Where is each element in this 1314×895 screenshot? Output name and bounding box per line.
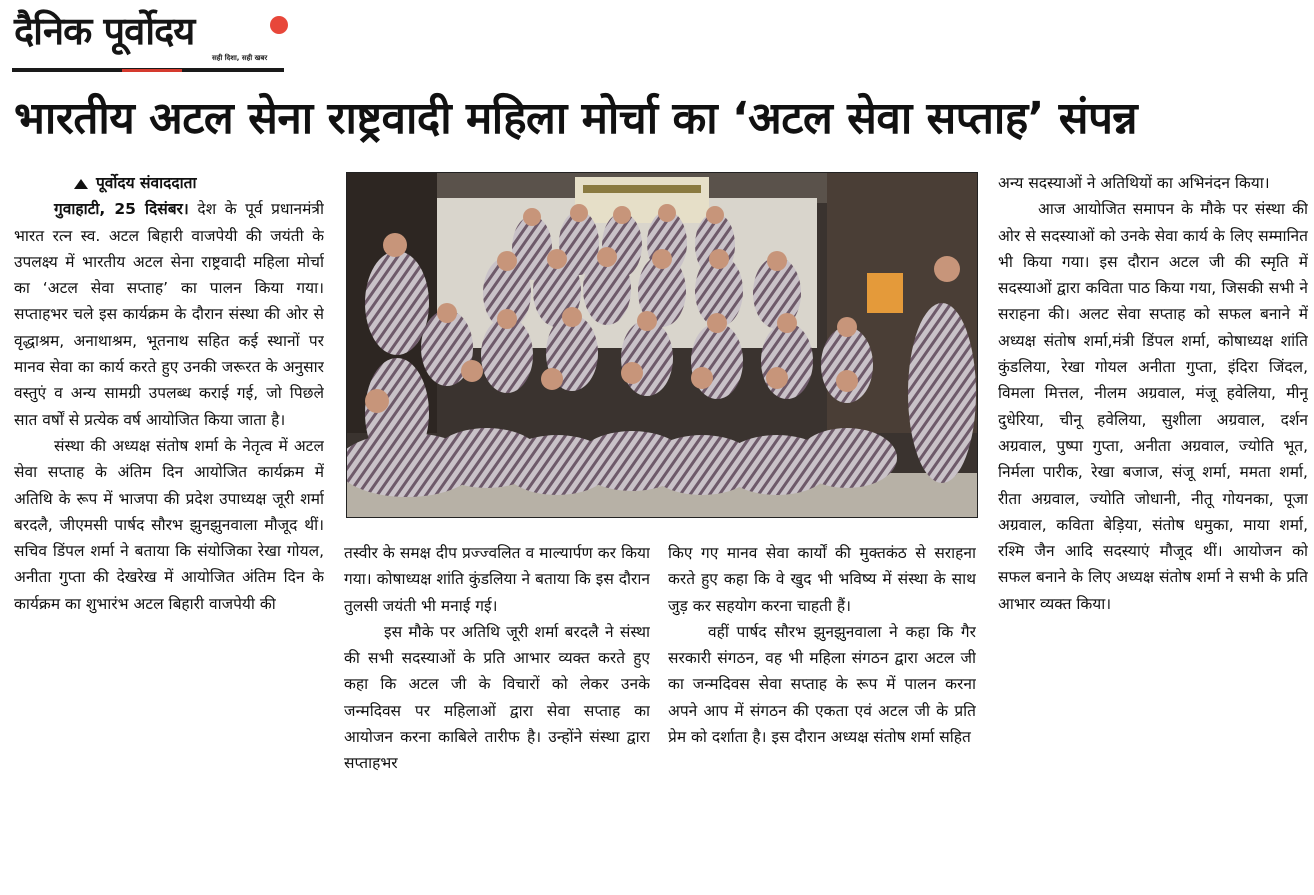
logo-dot-icon: [270, 16, 288, 34]
article-paragraph: संस्था की अध्यक्ष संतोष शर्मा के नेतृत्व में अटल सेवा सप्ताह के अंतिम दिन आयोजित कार्यक्रम में अतिथि के रूप में भाजपा की प्रदेश उपाध्यक्ष जूरी शर्मा बरदलै, जीएमसी पार्षद सौरभ झुनझुनवाला मौजूद थीं। सचिव डिंपल शर्मा ने बताया कि संयोजिका रेखा गोयल, अनीता गुप्ता की देखरेख में आयोजित अंतिम दिन के कार्यक्रम का शुभारंभ अटल बिहारी वाजपेयी की: [14, 436, 324, 613]
masthead: [12, 6, 284, 72]
triangle-icon: [74, 179, 88, 189]
article-paragraph: वहीं पार्षद सौरभ झुनझुनवाला ने कहा कि गैर सरकारी संगठन, वह भी महिला संगठन द्वारा अटल जी का जन्मदिवस सेवा सप्ताह के रूप में पालन करना अपने आप में संगठन की एकता एवं अटल जी के प्रति प्रेम को दर्शाता है। इस दौरान अध्यक्ष संतोष शर्मा सहित: [668, 622, 976, 747]
article-column-4: [998, 170, 1308, 880]
tagline: सही दिशा, सही खबर: [212, 54, 268, 62]
dateline: गुवाहाटी, 25 दिसंबर।: [54, 200, 189, 219]
article-paragraph: अन्य सदस्याओं ने अतिथियों का अभिनंदन किया।: [998, 174, 1270, 192]
article-paragraph: आज आयोजित समापन के मौके पर संस्था की ओर से सदस्याओं को उनके सेवा कार्य के लिए सम्मानित भी किया गया। इस दौरान अटल जी की स्मृति में सदस्याओं द्वारा कविता पाठ किया गया, जिसकी सभी ने सराहना की। अलट सेवा सप्ताह को सफल बनाने में अध्यक्ष संतोष शर्मा,मंत्री डिंपल शर्मा, कोषाध्यक्ष शांति कुंडलिया, रेखा गोयल अनीता गुप्ता, इंदिरा जिंदल, विमला मित्तल, नीलम अग्रवाल, मंजू हवेलिया, मीनू दुधेरिया, चीनू हवेलिया, सुशीला अग्रवाल, दर्शन अग्रवाल, पुष्पा गुप्ता, अनीता अग्रवाल, ज्योति भूत, निर्मला पारीक, रेखा बजाज, संजू शर्मा, ममता शर्मा, रीता अग्रवाल, ज्योति जोधानी, नीतू गोयनका, पूजा अग्रवाल, कविता बेड़िया, संतोष धमुका, माया शर्मा, रश्मि जैन आदि सदस्याएं मौजूद थीं। आयोजन को सफल बनाने के लिए अध्यक्ष संतोष शर्मा ने सभी के प्रति आभार व्यक्त किया।: [998, 200, 1308, 613]
article-column-1: [14, 170, 324, 880]
article-column-3: [668, 540, 976, 880]
article-paragraph: इस मौके पर अतिथि जूरी शर्मा बरदलै ने संस्था की सभी सदस्याओं के प्रति आभार व्यक्त करते हुए कहा कि अटल जी के विचारों को लेकर उनके जन्मदिवस पर महिलाओं द्वारा सेवा सप्ताह का आयोजन करना काबिले तारीफ है। उन्होंने संस्था द्वारा सप्ताहभर: [344, 622, 650, 773]
newspaper-logo: दैनिक पूर्वोदय: [14, 9, 195, 53]
paragraph-text: देश के पूर्व प्रधानमंत्री भारत रत्न स्व. अटल बिहारी वाजपेयी की जयंती के उपलक्ष्य में भारतीय अटल सेना राष्ट्रवादी महिला मोर्चा का ‘अटल सेवा सप्ताह’ का पालन किया गया। सप्ताहभर चले इस कार्यक्रम के दौरान संस्था की ओर से वृद्धाश्रम, अनाथाश्रम, भूतनाथ सहित कई स्थानों पर मानव सेवा का कार्य करते हुए उनकी जरूरत के अनुसार वस्तुएं व अन्य सामग्री उपलब्ध कराई गई, जो पिछले सात वर्षों से प्रत्येक वर्ष आयोजित किया जाता है।: [14, 200, 324, 429]
article-column-2: [344, 540, 650, 880]
article-paragraph: [14, 196, 324, 433]
masthead-red-strip: [122, 69, 182, 72]
group-photo: [346, 172, 978, 518]
headline: भारतीय अटल सेना राष्ट्रवादी महिला मोर्चा का ‘अटल सेवा सप्ताह’ संपन्न: [14, 93, 1138, 144]
byline: पूर्वोदय संवाददाता: [14, 170, 324, 196]
article-paragraph: किए गए मानव सेवा कार्यों की मुक्तकंठ से सराहना करते हुए कहा कि वे खुद भी भविष्य में संस्था के साथ जुड़ कर सहयोग करना चाहती हैं।: [668, 544, 976, 615]
article-paragraph: तस्वीर के समक्ष दीप प्रज्ज्वलित व माल्यार्पण कर किया गया। कोषाध्यक्ष शांति कुंडलिया ने बताया कि इस दौरान तुलसी जयंती भी मनाई गई।: [344, 544, 650, 615]
